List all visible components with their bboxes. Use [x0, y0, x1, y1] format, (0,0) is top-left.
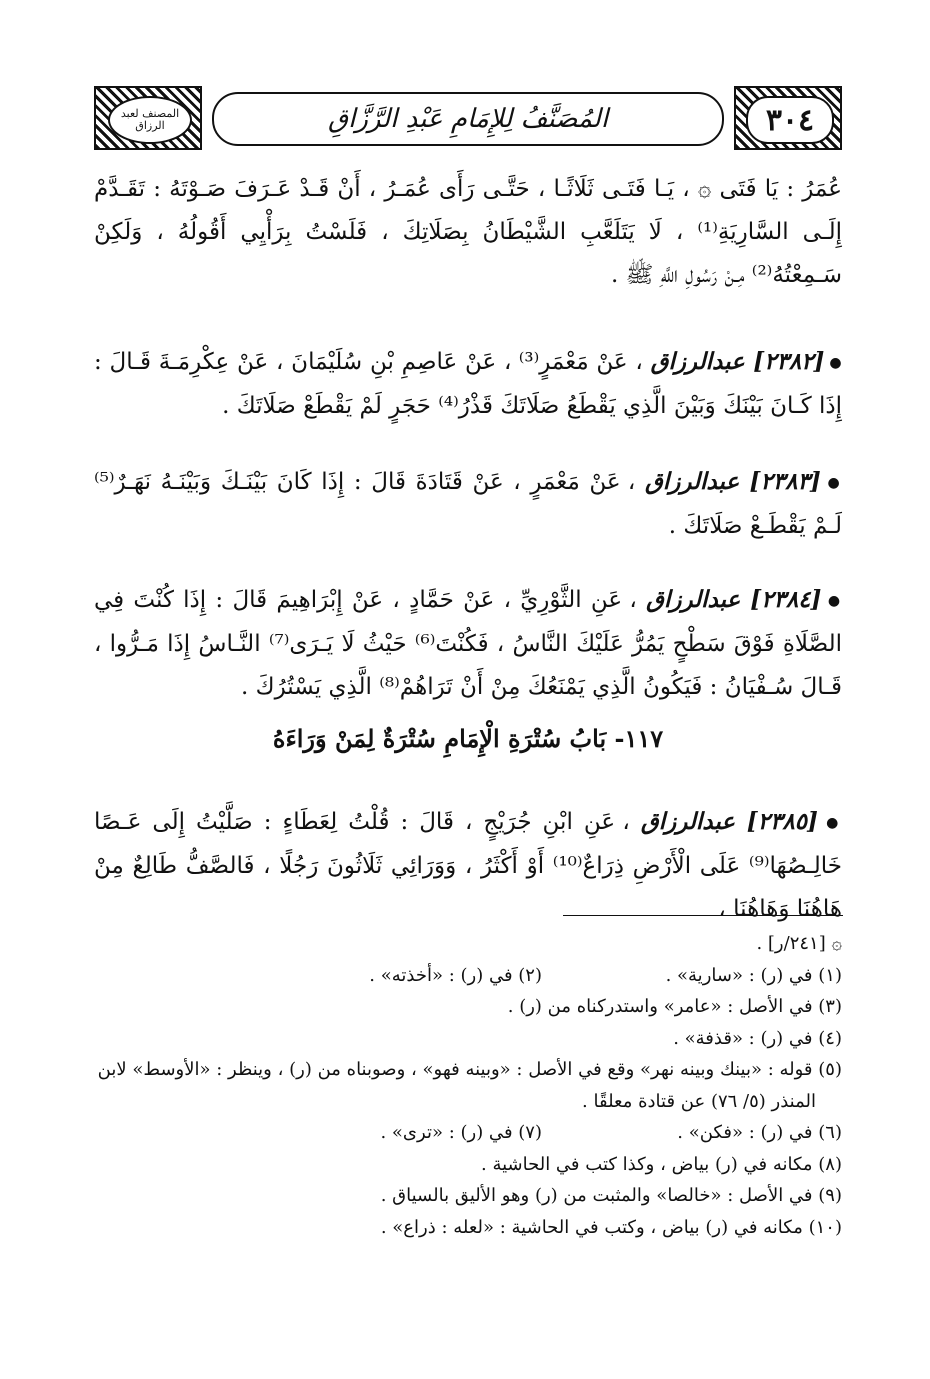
hadith-text: ، عَنِ الثَّوْرِيِّ ، عَنْ حَمَّادٍ ، عَنْ إِبْرَاهِيمَ قَالَ : إِذَا كُنْتَ فِي الصَّلَاةِ فَوْقَ سَطْحٍ يَمُرُّ عَلَيْكَ النَّاسُ ، فَكُنْتَ⁽⁶⁾ حَيْثُ لَا يَـرَى⁽⁷⁾ النَّـاسُ إِذَا مَـرُّوا ، قَـالَ سُـفْيَانُ : فَيَكُونُ الَّذِي يَمْنَعُكَ مِنْ أَنْ تَرَاهُمْ⁽⁸⁾ الَّذِي يَسْتُرُكَ . [94, 587, 842, 700]
footnote: (٤) في (ر) : «قذفة» . [673, 1027, 842, 1049]
hadith-text: ، عَنِ ابْنِ جُرَيْجٍ ، قَالَ : قُلْتُ لِعَطَاءٍ : صَلَّيْتُ إِلَى عَـصًا خَالِـصُهَا⁽⁹⁾ عَلَى الْأَرْضِ ذِرَاعٌ⁽¹⁰⁾ أَوْ أَكْثَرُ ، وَوَرَائِي ثَلَاثُونَ رَجُلًا ، فَالصَّفُّ طَالِعٌ مِنْ هَاهُنَا وَهَاهُنَا ، [94, 809, 843, 922]
hadith-ref: [٢٣٨٣] عبدالرزاق [645, 468, 821, 495]
hadith-text: ، عَنْ مَعْمَرٍ ، عَنْ قَتَادَةَ قَالَ : إِذَا كَانَ بَيْنَـكَ وَبَيْنَـهُ نَهَـرٌ⁽⁵⁾ لَـمْ يَقْطَـعْ صَلَاتَكَ . [94, 469, 842, 539]
footnote: (٩) في الأصل : «خالصا» والمثبت من (ر) وهو الأليق بالسياق . [380, 1185, 842, 1206]
footnote: (١) في (ر) : «سارية» . [665, 964, 842, 986]
footnote: ۞ [٢٤١/ر] . [756, 933, 842, 954]
page-header [94, 86, 842, 150]
main-text [94, 168, 842, 297]
footnote: (٣) في الأصل : «عامر» واستدركناه من (ر) . [507, 996, 842, 1017]
header-ornament-right [734, 86, 842, 150]
hadith-text: ، عَنْ مَعْمَرٍ⁽³⁾ ، عَنْ عَاصِمِ بْنِ سُلَيْمَانَ ، عَنْ عِكْرِمَـةَ قَـالَ : إِذَا كَـانَ بَيْنَكَ وَبَيْنَ الَّذِي يَقْطَعُ صَلَاتَكَ قَذْرُ⁽⁴⁾ حَجَرٍ لَمْ يَقْطَعْ صَلَاتَكَ . [94, 349, 842, 419]
hadith-2385 [94, 800, 842, 931]
hadith-ref: [٢٣٨٤] عبدالرزاق [646, 586, 822, 613]
medallion-logo: المصنف لعبد الرزاق [108, 96, 192, 144]
footnote: (٦) في (ر) : «فكن» . [677, 1122, 842, 1143]
hadith-2384 [94, 578, 842, 709]
footnote: المنذر (٥/ ٧٦) عن قتادة معلقًا . [582, 1090, 816, 1112]
page-number: ٣٠٤ [746, 96, 834, 144]
footnote: (٢) في (ر) : «أخذته» . [369, 964, 542, 986]
footnote: (٨) مكانه في (ر) بياض ، وكذا كتب في الحاشية . [481, 1153, 842, 1175]
footnote: (١٠) مكانه في (ر) بياض ، وكتب في الحاشية : «لعله : ذراع» . [380, 1216, 842, 1238]
footnote-divider [563, 915, 843, 916]
footnotes [94, 928, 842, 1243]
footnote: (٧) في (ر) : «ترى» . [380, 1122, 542, 1143]
footnote: (٥) قوله : «بينك وبينه نهر» وقع في الأصل : «وبينه فهو» ، وصوبناه من (ر) ، وينظر : «الأوسط» لابن [97, 1059, 842, 1080]
running-title: المُصَنَّفُ لِلإِمَامِ عَبْدِ الرَّزَّاقِ [212, 92, 724, 146]
paragraph-continuation: عُمَرُ : يَا فَتَى ۞ ، يَـا فَتَـى ثَلَاثًـا ، حَتَّـى رَأَى عُمَـرُ ، أَنْ قَـدْ عَـرَفَ صَـوْتَهُ : تَقَـدَّمْ إِلَـى السَّارِيَةِ⁽¹⁾ ، لَا يَتَلَعَّبِ الشَّيْطَانُ بِصَلَاتِكَ ، فَلَسْتُ بِرَأْيِي أَقُولُهُ ، وَلَكِنْ سَـمِعْتُهُ⁽²⁾ مِـنْ رَسُولِ اللَّهِ ﷺ . [94, 176, 842, 288]
hadith-2383 [94, 460, 842, 548]
hadith-2382 [94, 340, 842, 428]
header-ornament-left [94, 86, 202, 150]
hadith-ref: [٢٣٨٢] عبدالرزاق [650, 348, 825, 375]
hadith-ref: [٢٣٨٥] عبدالرزاق [640, 808, 818, 835]
chapter-heading: ١١٧- بَابُ سُتْرَةِ الْإِمَامِ سُتْرَةٌ لِمَنْ وَرَاءَهُ [272, 724, 664, 753]
